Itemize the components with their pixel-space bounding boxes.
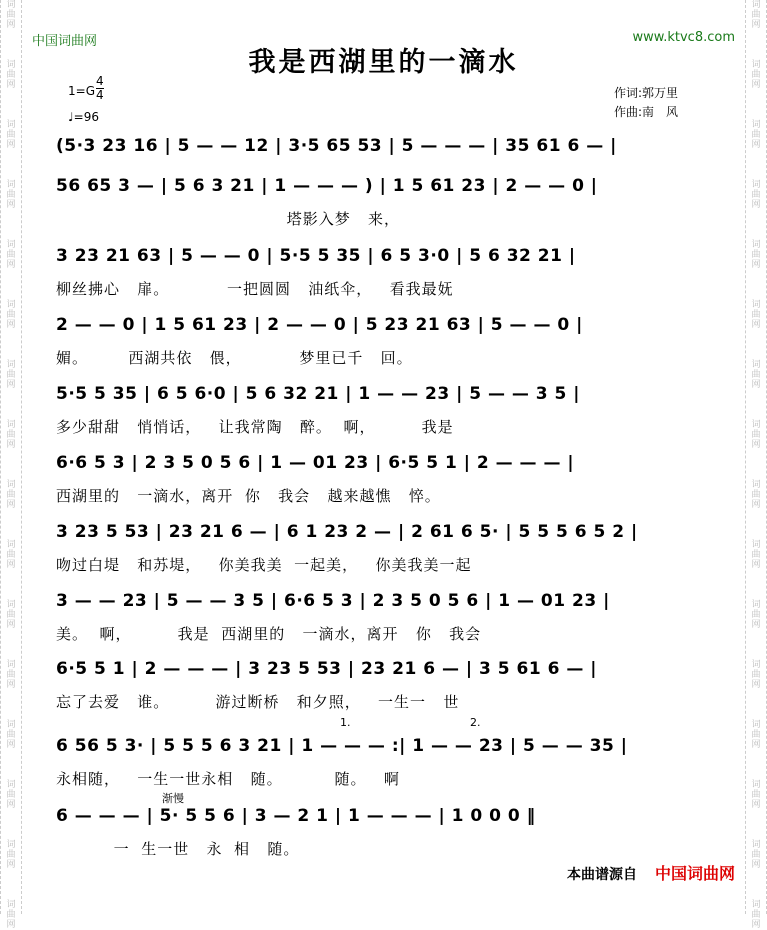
lyricist-credit: 作词:郭万里	[614, 86, 679, 100]
lyric-line: 西湖里的 一滴水，离开 你 我会 越来越憔 悴。	[56, 487, 441, 505]
lyric-line: 忘了去爱 谁。 游过断桥 和夕照， 一生一 世	[56, 693, 460, 711]
lyric-line: 永相随， 一生一世永相 随。 随。 啊	[56, 770, 400, 788]
score-line	[52, 659, 722, 711]
time-signature-top: 4	[96, 74, 104, 88]
lyric-line: 塔影入梦 来，	[56, 210, 401, 228]
score-line	[52, 176, 722, 228]
song-title: 我是西湖里的一滴水	[248, 47, 519, 78]
watermark-text: 词 曲 网	[751, 780, 761, 810]
watermark-text: 词 曲 网	[751, 720, 761, 750]
left-watermark-strip	[0, 0, 22, 930]
lyric-line: 吻过白堤 和苏堤， 你美我美 一起美， 你美我美一起	[56, 556, 472, 574]
watermark-text: 词 曲 网	[751, 540, 761, 570]
watermark-text: 词 曲 网	[751, 840, 761, 870]
watermark-text: 词 曲 网	[6, 180, 16, 210]
lyric-line: 美。 啊， 我是 西湖里的 一滴水，离开 你 我会	[56, 625, 482, 643]
score-line	[52, 522, 722, 574]
footer-brand: 中国词曲网	[654, 864, 735, 883]
lyric-line: 媚。 西湖共依 偎， 梦里已千 回。	[56, 349, 413, 367]
watermark-text: 词 曲 网	[751, 120, 761, 150]
watermark-text: 词 曲 网	[6, 780, 16, 810]
watermark-text: 词 曲 网	[751, 300, 761, 330]
watermark-text: 词 曲 网	[751, 660, 761, 690]
notation-line: 3 23 5 53 | 23 21 6 — | 6 1 23 2 — | 2 61 6 5· | 5 5 5 6 5 2 |	[56, 522, 638, 542]
volta-first-ending: 1.	[340, 716, 351, 729]
score-line	[52, 453, 722, 505]
watermark-text: 词 曲 网	[6, 600, 16, 630]
watermark-text: 词 曲 网	[751, 0, 761, 30]
notation-line: 6·6 5 3 | 2 3 5 0 5 6 | 1 — 01 23 | 6·5 5 1 | 2 — — — |	[56, 453, 575, 473]
watermark-text: 词 曲 网	[6, 540, 16, 570]
footer-text: 本曲谱源自	[566, 867, 637, 883]
notation-line: 6 — — — | 5· 5 5 6 | 3 — 2 1 | 1 — — — | 1 0 0 0 ‖	[56, 806, 536, 826]
right-watermark-strip	[745, 0, 767, 930]
watermark-text: 词 曲 网	[6, 0, 16, 30]
key-signature: 1=G	[68, 84, 95, 98]
watermark-text: 词 曲 网	[751, 60, 761, 90]
footer-credit	[567, 861, 735, 884]
lyric-line: 柳丝拂心 扉。 一把圆圆 油纸伞， 看我最妩	[56, 280, 454, 298]
tempo-marking: ♩=96	[68, 110, 99, 124]
score-line	[52, 591, 722, 643]
time-signature-bottom: 4	[96, 88, 104, 102]
score-line	[52, 384, 722, 436]
watermark-text: 词 曲 网	[751, 900, 761, 930]
notation-line: 2 — — 0 | 1 5 61 23 | 2 — — 0 | 5 23 21 63 | 5 — — 0 |	[56, 315, 583, 335]
score-line	[52, 246, 722, 298]
notation-line: 56 65 3 — | 5 6 3 21 | 1 — — — ) | 1 5 61 23 | 2 — — 0 |	[56, 176, 598, 196]
watermark-text: 词 曲 网	[6, 660, 16, 690]
lyric-line: 一 生一世 永 相 随。	[56, 840, 300, 858]
score-line	[52, 136, 722, 166]
watermark-text: 词 曲 网	[6, 420, 16, 450]
site-name-left: 中国词曲网	[32, 34, 98, 49]
site-url-right: www.ktvc8.com	[632, 30, 735, 45]
watermark-text: 词 曲 网	[751, 480, 761, 510]
gradual-slow-marking: 渐慢	[162, 792, 184, 805]
notation-line: 6·5 5 1 | 2 — — — | 3 23 5 53 | 23 21 6 — | 3 5 61 6 — |	[56, 659, 597, 679]
score-line	[52, 806, 722, 858]
watermark-text: 词 曲 网	[6, 60, 16, 90]
watermark-text: 词 曲 网	[6, 360, 16, 390]
watermark-text: 词 曲 网	[751, 600, 761, 630]
watermark-text: 词 曲 网	[751, 240, 761, 270]
volta-second-ending: 2.	[470, 716, 481, 729]
watermark-text: 词 曲 网	[6, 840, 16, 870]
watermark-text: 词 曲 网	[751, 180, 761, 210]
watermark-text: 词 曲 网	[6, 300, 16, 330]
watermark-text: 词 曲 网	[6, 480, 16, 510]
watermark-text: 词 曲 网	[751, 420, 761, 450]
watermark-text: 词 曲 网	[6, 720, 16, 750]
score-line	[52, 315, 722, 367]
notation-line: 5·5 5 35 | 6 5 6·0 | 5 6 32 21 | 1 — — 23 | 5 — — 3 5 |	[56, 384, 580, 404]
watermark-text: 词 曲 网	[6, 120, 16, 150]
composer-credit: 作曲:南 风	[614, 105, 679, 119]
watermark-text: 词 曲 网	[6, 900, 16, 930]
notation-line: 3 — — 23 | 5 — — 3 5 | 6·6 5 3 | 2 3 5 0 5 6 | 1 — 01 23 |	[56, 591, 610, 611]
notation-line: 3 23 21 63 | 5 — — 0 | 5·5 5 35 | 6 5 3·0 | 5 6 32 21 |	[56, 246, 576, 266]
watermark-text: 词 曲 网	[6, 240, 16, 270]
score-line	[52, 736, 722, 788]
lyric-line: 多少甜甜 悄悄话， 让我常陶 醉。 啊， 我是	[56, 418, 454, 436]
time-signature	[96, 75, 104, 102]
notation-line: 6 56 5 3· | 5 5 5 6 3 21 | 1 — — — :| 1 — — 23 | 5 — — 35 |	[56, 736, 628, 756]
notation-line: (5·3 23 16 | 5 — — 12 | 3·5 65 53 | 5 — — — | 35 61 6 — |	[56, 136, 617, 156]
watermark-text: 词 曲 网	[751, 360, 761, 390]
